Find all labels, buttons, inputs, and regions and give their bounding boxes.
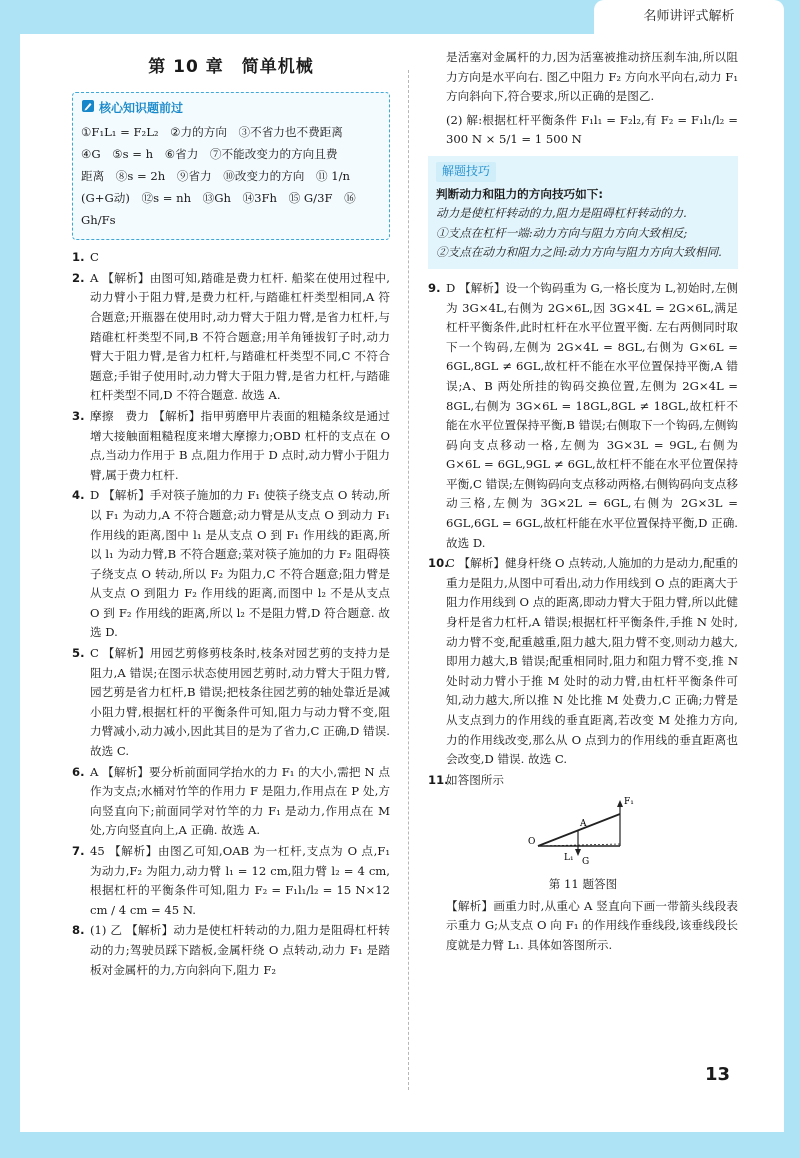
answer-text: C 【解析】用园艺剪修剪枝条时,枝条对园艺剪的支持力是阻力,A 错误;在图示状态使用园艺剪时,动力臂大于阻力臂,园艺剪是省力杠杆,B 错误;把枝条往园艺剪的轴处靠近是减小阻力臂,根据杠杆的平衡条件可知,阻力与动力臂不变,阻力臂减小,动力减小,因此其目的是为了省力,C 正确,D 错误. 故选 C. <box>90 646 390 759</box>
answer-continuation <box>428 48 738 107</box>
figure-11 <box>428 794 738 894</box>
answer-number: 6. <box>72 764 85 779</box>
column-divider <box>408 70 409 1090</box>
answer-item <box>72 842 390 920</box>
lever-diagram <box>528 794 638 868</box>
answer-text: D 【解析】设一个钩码重为 G,一格长度为 L,初始时,左侧为 3G×4L,右侧为 2G×6L,因 3G×4L = 2G×6L,满足杠杆平衡条件,此时杠杆在水平位置平衡. 左右两侧同时取下一个钩码,左侧为 2G×4L = 8GL,右侧为 G×6L = 6GL,8GL ≠ 6GL,故杠杆不能在水平位置保持平衡,A 错误;A、B 两处所挂的钩码交换位置,左侧为 2G×4L = 8GL,右侧为 3G×6L = 18GL,8GL ≠ 18GL,故杠杆不能在水平位置保持平衡,B 错误;右侧取下一个钩码,左侧钩码向支点移动一格,左侧为 3G×3L = 9GL,右侧为 G×6L = 6GL,9GL ≠ 6GL,故杠杆不能在水平位置保持平衡,C 错误;左侧钩码向支点移动两格,右侧钩码向支点移动三格,左侧为 3G×2L = 6GL,右侧为 2G×3L = 6GL,6GL = 6GL,故杠杆能在水平位置保持平衡,D 正确. 故选 D. <box>446 280 738 550</box>
figure-caption: 第 11 题答图 <box>548 876 618 891</box>
tip-box <box>428 156 738 269</box>
answer-item <box>428 771 738 791</box>
answer-text: A 【解析】要分析前面同学抬水的力 F₁ 的大小,需把 N 点作为支点;水桶对竹竿的作用力 F 是阻力,作用点在 P 处,方向竖直向下;前面同学对竹竿的力 F₁ 是动力,作用点在 M 处,方向竖直向上,A 正确. 故选 A. <box>90 764 390 838</box>
answer-item <box>428 554 738 770</box>
answer-text: 如答图所示 <box>446 772 504 787</box>
core-line: ①F₁L₁ = F₂L₂ ②力的方向 ③不省力也不费距离 <box>81 125 343 140</box>
core-line: 距离 ⑧s = 2h ⑨省力 ⑩改变力的方向 ⑪ 1/n <box>81 169 351 184</box>
label-o: O <box>528 837 536 848</box>
answer-number: 1. <box>72 250 85 265</box>
force-f1-arrow <box>617 800 623 807</box>
answer-number: 7. <box>72 844 85 858</box>
answer-item <box>72 269 390 406</box>
core-knowledge-title <box>81 99 381 120</box>
label-f1: F₁ <box>624 797 634 808</box>
answer-number: 2. <box>72 270 85 285</box>
answer-text: 是活塞对金属杆的力,因为活塞被推动挤压刹车油,所以阻力方向是水平向右. 图乙中阻力 F₂ 方向水平向右,动力 F₁ 方向斜向下,符合要求,所以正确的是图乙. <box>446 50 738 104</box>
label-l1: L₁ <box>564 853 574 864</box>
core-title-text: 核心知识题前过 <box>99 101 184 116</box>
left-column <box>72 48 390 981</box>
tip-line: 动力是使杠杆转动的力,阻力是阻碍杠杆转动的力. <box>436 206 687 221</box>
answer-number: 9. <box>428 280 441 295</box>
label-a: A <box>580 819 587 830</box>
answer-number: 11. <box>428 772 449 787</box>
core-line: ④G ⑤s = h ⑥省力 ⑦不能改变力的方向且费 <box>81 147 338 162</box>
answer-item <box>72 248 390 268</box>
answer-number: 5. <box>72 646 85 661</box>
answer-number: 4. <box>72 488 85 503</box>
answer-text: 45 【解析】由图乙可知,OAB 为一杠杆,支点为 O 点,F₁ 为动力,F₂ 为阻力,动力臂 l₁ = 12 cm,阻力臂 l₂ = 4 cm,根据杠杆的平衡条件可知,阻力 F₂ = F₁l₁/l₂ = 15 N×12 cm / 4 cm = 45 N. <box>90 844 390 917</box>
tip-line: ②支点在动力和阻力之间:动力方向与阻力方向大致相同. <box>436 245 722 260</box>
answer-text: C <box>90 250 99 265</box>
answer-item <box>428 897 738 956</box>
answer-number: 10. <box>428 556 449 571</box>
answer-item <box>72 921 390 980</box>
answer-text: A 【解析】由图可知,踏碓是费力杠杆. 船桨在使用过程中,动力臂小于阻力臂,是费力杠杆,与踏碓杠杆类型相同,A 符合题意;开瓶器在使用时,动力臂大于阻力臂,是省力杠杆,与踏碓杠杆类型不同,B 不符合题意;用羊角锤拔钉子时,动力臂大于阻力臂,是省力杠杆,与踏碓杠杆类型不同,C 不符合题意;手钳子使用时,动力臂大于阻力臂,是省力杠杆,与踏碓杠杆类型不同,D 不符合题意. 故选 A. <box>90 270 390 403</box>
answer-item <box>428 279 738 553</box>
answer-number: 3. <box>72 408 85 423</box>
pencil-icon <box>81 99 95 120</box>
header-tab: 名师讲评式解析 <box>594 0 784 34</box>
answer-item <box>72 486 390 643</box>
label-g: G <box>582 857 590 868</box>
answer-item <box>72 763 390 841</box>
core-line: (G+G动) ⑫s = nh ⑬Gh ⑭3Fh ⑮ G/3F ⑯ Gh/Fs <box>81 191 356 228</box>
answer-number: 8. <box>72 923 85 938</box>
answer-text: 【解析】画重力时,从重心 A 竖直向下画一带箭头线段表示重力 G;从支点 O 向 F₁ 的作用线作垂线段,该垂线段长度就是力臂 L₁. 具体如答图所示. <box>446 898 738 952</box>
answer-text: 摩擦 费力 【解析】指甲剪磨甲片表面的粗糙条纹是通过增大接触面粗糙程度来增大摩擦力;OBD 杠杆的支点在 O 点,当动力作用于 B 点,阻力作用于 D 点时,动力臂小于阻力臂,属于费力杠杆. <box>90 408 390 482</box>
tip-line: ①支点在杠杆一端:动力方向与阻力方向大致相反; <box>436 225 688 240</box>
answer-item <box>72 407 390 485</box>
chapter-title: 第 10 章 简单机械 <box>148 57 314 77</box>
page-number: 13 <box>704 1064 730 1085</box>
tip-head: 判断动力和阻力的方向技巧如下: <box>436 186 603 201</box>
answer-text: (2) 解:根据杠杆平衡条件 F₁l₁ = F₂l₂,有 F₂ = F₁l₁/l₂ = 300 N × 5/1 = 1 500 N <box>446 112 738 147</box>
gravity-arrow <box>575 849 581 856</box>
right-column <box>428 48 738 956</box>
answer-text: (1) 乙 【解析】动力是使杠杆转动的力,阻力是阻碍杠杆转动的力;驾驶员踩下踏板,金属杆绕 O 点转动,动力 F₁ 是踏板对金属杆的力,方向斜向下,阻力 F₂ <box>90 923 390 977</box>
answer-text: D 【解析】手对筷子施加的力 F₁ 使筷子绕支点 O 转动,所以 F₁ 为动力,A 不符合题意;动力臂是从支点 O 到动力 F₁ 作用线的距离,图中 l₁ 是从支点 O 到 F₁ 作用线的距离,所以 l₁ 为动力臂,B 不符合题意;菜对筷子施加的力 F₂ 阻碍筷子绕支点 O 转动,所以 F₂ 为阻力,C 不符合题意;阻力臂是从支点 O 到阻力 F₂ 作用线的距离,而图中 l₂ 不是从支点 O 到 F₂ 作用线的距离,所以 l₂ 不是阻力臂,D 符合题意. 故选 D. <box>90 488 390 640</box>
tip-label: 解题技巧 <box>436 162 496 182</box>
answer-item <box>72 644 390 762</box>
core-knowledge-box <box>72 92 390 241</box>
answer-item <box>428 111 738 150</box>
answer-text: C 【解析】健身杆绕 O 点转动,人施加的力是动力,配重的重力是阻力,从图中可看出,动力作用线到 O 点的距离大于阻力作用线到 O 点的距离,即动力臂大于阻力臂,所以此健身杆是省力杠杆,A 错误;根据杠杆平衡条件,手推 N 处时,动力臂不变,配重越重,阻力越大,阻力臂不变,则动力越大,即用力越大,B 错误;配重相同时,阻力和阻力臂不变,推 N 处时动力臂小于推 M 处时的动力臂,由杠杆平衡条件可知,动力越大,所以推 N 处比推 M 处费力,C 正确;力臂是从支点到力的作用线的垂直距离,若改变 M 处推力方向,力的作用线改变,那么从 O 点到力的作用线的垂直距离也会改变,D 错误. 故选 C. <box>446 556 738 767</box>
lever-bar <box>538 814 620 846</box>
